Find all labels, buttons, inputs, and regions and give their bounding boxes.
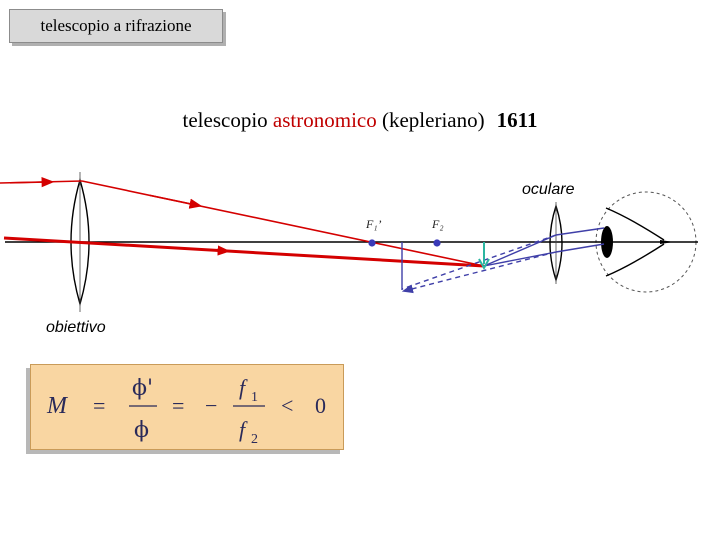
focus-point-f1 — [368, 239, 375, 246]
label-f1: F₁’ — [366, 217, 382, 231]
ray-upper-refracted-arrow — [150, 195, 196, 205]
heading-astronomico: astronomico — [272, 108, 377, 132]
formula-phi: ϕ — [134, 418, 149, 443]
red-rays — [0, 181, 484, 266]
title-text: telescopio a rifrazione — [40, 16, 192, 35]
formula-equals-1: = — [93, 393, 106, 418]
magnification-formula-box — [30, 364, 344, 450]
formula-minus: − — [205, 393, 218, 418]
label-f2: F₂ — [432, 217, 444, 231]
formula-less-than: < — [281, 393, 294, 418]
formula-f1: f — [239, 375, 246, 400]
formula-f1-subscript: 1 — [251, 390, 258, 405]
heading-year: 1611 — [496, 108, 538, 132]
heading-part1: telescopio — [182, 108, 273, 132]
formula-equals-2: = — [172, 393, 185, 418]
ocular-lens — [550, 202, 562, 284]
label-objective: obiettivo — [46, 319, 106, 336]
formula-zero: 0 — [315, 393, 326, 418]
formula-f2-subscript: 2 — [251, 432, 258, 447]
formula-M: M — [47, 393, 67, 419]
ray-upper-arrow — [10, 182, 48, 183]
focus-point-f2 — [433, 239, 440, 246]
blue-rays — [402, 228, 604, 291]
formula-phi-prime: ϕ' — [132, 376, 154, 401]
label-ocular: oculare — [522, 181, 575, 198]
heading-part3: (kepleriano) — [376, 108, 485, 132]
ray-blue-dashed-2 — [404, 252, 556, 291]
magnification-formula — [31, 365, 343, 449]
formula-f2: f — [239, 417, 246, 442]
